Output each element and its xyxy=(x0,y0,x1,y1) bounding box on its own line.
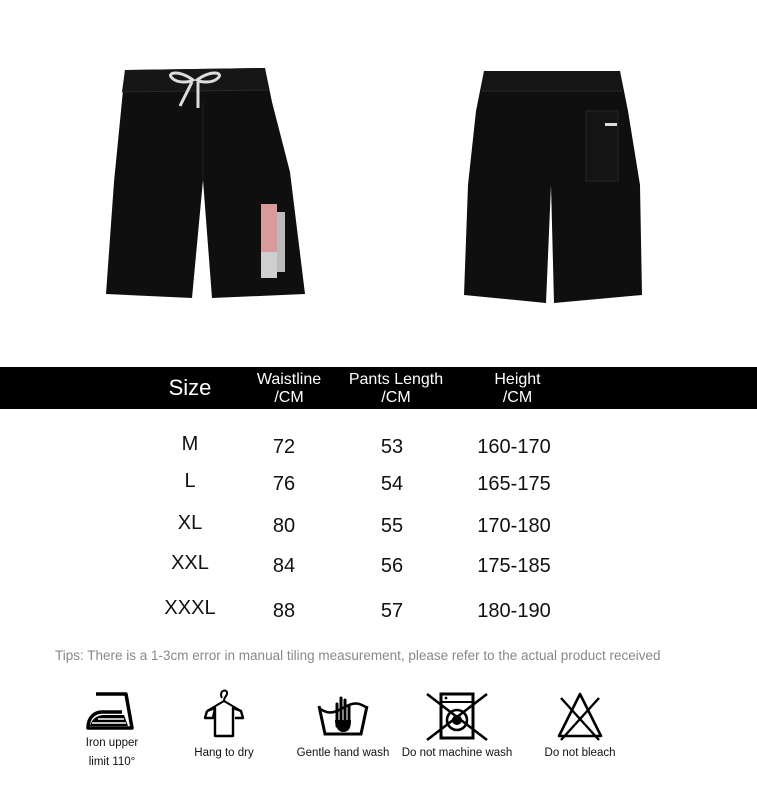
cell-pants-length: 53 xyxy=(380,436,404,458)
cell-waistline: 80 xyxy=(272,515,296,537)
shorts-front-image xyxy=(100,62,310,304)
cell-waistline: 88 xyxy=(272,600,296,622)
header-pants-length: Pants Length /CM xyxy=(348,371,444,406)
cell-size: L xyxy=(184,470,196,492)
no-machine-wash-icon xyxy=(423,690,491,744)
hang-dry-icon xyxy=(199,686,249,744)
care-label: Do not bleach xyxy=(544,747,616,759)
measurement-tip: Tips: There is a 1-3cm error in manual tiling measurement, please refer to the actual product received xyxy=(55,648,661,663)
hand-wash-icon xyxy=(313,690,373,744)
care-label: Gentle hand wash xyxy=(296,747,390,759)
cell-pants-length: 55 xyxy=(380,515,404,537)
cell-pants-length: 54 xyxy=(380,473,404,495)
cell-height: 165-175 xyxy=(477,473,551,495)
iron-icon xyxy=(82,688,142,734)
size-table-header xyxy=(0,367,757,409)
care-iron xyxy=(72,688,152,772)
cell-pants-length: 57 xyxy=(380,600,404,622)
header-size: Size xyxy=(168,375,212,400)
cell-size: XL xyxy=(177,512,203,534)
care-label: Iron upper xyxy=(85,737,139,749)
care-label: limit 110° xyxy=(88,756,136,768)
cell-pants-length: 56 xyxy=(380,555,404,577)
table-row xyxy=(0,512,757,542)
care-no-bleach xyxy=(536,690,624,763)
table-row xyxy=(0,433,757,463)
cell-size: XXXL xyxy=(164,597,216,619)
cell-size: M xyxy=(181,433,199,455)
header-waistline: Waistline /CM xyxy=(256,371,322,406)
care-no-machine-wash xyxy=(398,690,516,763)
cell-height: 170-180 xyxy=(477,515,551,537)
table-row xyxy=(0,597,757,627)
table-row xyxy=(0,470,757,500)
care-hang-dry xyxy=(182,686,266,763)
cell-waistline: 84 xyxy=(272,555,296,577)
cell-waistline: 72 xyxy=(272,436,296,458)
no-bleach-icon xyxy=(555,690,605,744)
care-hand-wash xyxy=(290,690,396,763)
cell-height: 160-170 xyxy=(477,436,551,458)
table-row xyxy=(0,552,757,582)
shorts-back-image xyxy=(458,65,648,305)
care-label: Hang to dry xyxy=(194,747,254,759)
cell-height: 180-190 xyxy=(477,600,551,622)
cell-size: XXL xyxy=(171,552,209,574)
header-height: Height /CM xyxy=(494,371,541,406)
cell-height: 175-185 xyxy=(477,555,551,577)
care-label: Do not machine wash xyxy=(401,747,513,759)
cell-waistline: 76 xyxy=(272,473,296,495)
